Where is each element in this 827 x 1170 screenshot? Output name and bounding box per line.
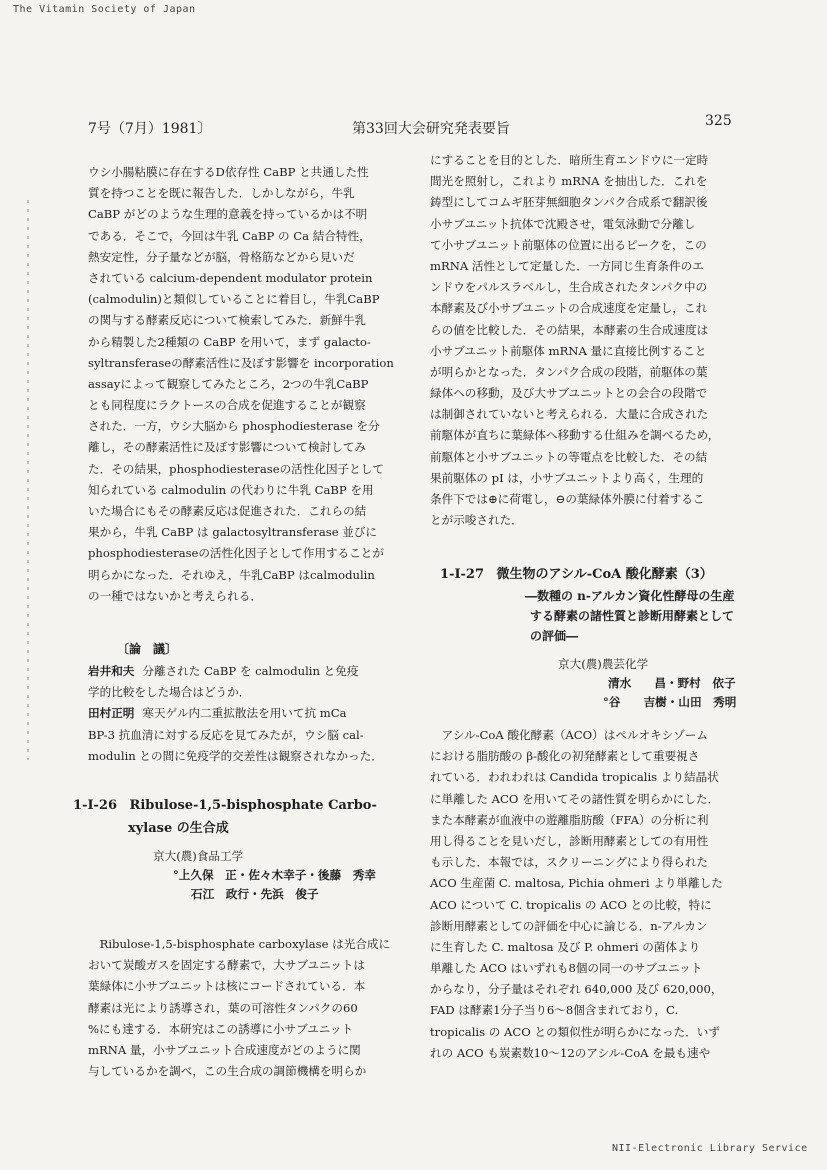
conference-title: 第33回大会研究発表要旨 xyxy=(352,121,510,137)
text-line: 明らかになった．それゆえ，牛乳CaBP はcalmodulin xyxy=(88,567,375,582)
authors-cont: °谷 吉樹・山田 秀明 xyxy=(603,695,737,709)
left-column-text xyxy=(88,162,413,607)
text-line: とも同程度にラクトースの合成を促進することが観察 xyxy=(88,398,366,413)
text-line: に単離した ACO を用いてその諸性質を明らかにした． xyxy=(430,791,720,806)
text-line: は制御されていないと考えられる．大量に合成された xyxy=(430,407,709,422)
text-line: 熱安定性，分子量などが脳，骨格筋などから見いだ xyxy=(88,249,355,264)
abstract-1-26-body xyxy=(88,934,413,1082)
text-line: 小サブユニット抗体で沈殿させ，電気泳動で分離し xyxy=(430,216,696,231)
text-line: である．そこで，今回は牛乳 CaBP の Ca 結合特性， xyxy=(88,228,371,243)
abstract-1-26 xyxy=(73,798,413,902)
right-column xyxy=(430,150,760,531)
text-line: が明らかとなった．タンパク合成の段階，前駆体の葉 xyxy=(430,364,708,379)
authors: 清水 昌・野村 依子 xyxy=(608,676,736,690)
text-line: CaBP がどのような生理的意義を持っているかは不明 xyxy=(88,207,368,222)
abstract-code: 1-Ⅰ-26 xyxy=(73,798,118,813)
text-line: 与しているかを調べ，この生合成の調節機構を明らか xyxy=(88,1064,367,1079)
text-line: Ribulose-1,5-bisphosphate carboxylase は光合成に xyxy=(99,937,391,951)
discussion-text: 学的比較をした場合はどうか． xyxy=(88,685,251,700)
abstract-1-27 xyxy=(440,563,770,710)
discussion-line xyxy=(88,682,413,703)
text-line: からなり，分子量はそれぞれ 640,000 及び 620,000， xyxy=(430,982,723,997)
text-line: 鋳型にしてコムギ胚芽無細胞タンパク合成系で翻訳後 xyxy=(430,195,708,210)
abstract-code: 1-Ⅰ-27 xyxy=(440,567,485,582)
text-line: 知られている calmodulin の代わりに牛乳 CaBP を用 xyxy=(88,482,374,497)
text-line: 本酵素及び小サブユニットの合成速度を定量し，これ xyxy=(430,301,708,316)
abstract-subtitle: ―数種の n-アルカン資化性酵母の生産 xyxy=(525,589,735,603)
text-line: また本酵素が血液中の遊離脂肪酸（FFA）の分析に利 xyxy=(430,812,709,827)
discussion-line xyxy=(88,661,413,682)
discussion-text: 寒天ゲル内二重拡散法を用いて抗 mCa xyxy=(142,706,347,721)
text-line: 間光を照射し，これより mRNA を抽出した．これを xyxy=(430,174,708,189)
affiliation: 京大(農)農芸化学 xyxy=(558,657,649,671)
discussion-text: 分離された CaBP を calmodulin と免疫 xyxy=(142,664,359,678)
left-column xyxy=(88,162,413,607)
text-line: から精製した2種類の CaBP を用いて，まず galacto- xyxy=(88,334,371,349)
text-line: も示した．本報では，スクリーニングにより得られた xyxy=(430,855,709,870)
discussion-line xyxy=(88,725,413,746)
text-line: 質を持つことを既に報告した．しかしながら，牛乳 xyxy=(88,186,355,201)
discussion-text: BP-3 抗血清に対する反応を見てみたが，ウシ脳 cal- xyxy=(88,727,364,742)
text-line: 条件下では⊕に荷電し，⊖の葉緑体外膜に付着するこ xyxy=(430,492,705,506)
text-line: に生育した C. maltosa 及び P. ohmeri の菌体より xyxy=(430,939,701,954)
source-label: The Vitamin Society of Japan xyxy=(13,4,196,15)
discussion-text: modulin との間に免疫学的交差性は観察されなかった． xyxy=(88,748,383,763)
text-line: FAD は酵素1分子当り6～8個含まれており，C. xyxy=(430,1003,679,1018)
text-line: された．一方，ウシ大脳から phosphodiesterase を分 xyxy=(88,419,380,434)
text-line: れている．われわれは Candida tropicalis より結晶状 xyxy=(430,770,719,785)
discussion-heading: 〔論 議〕 xyxy=(117,642,178,656)
text-line: ACO について C. tropicalis の ACO との比較，特に xyxy=(430,897,712,912)
text-line: %にも達する．本研究はこの誘導に小サブユニット xyxy=(88,1021,354,1036)
text-line: mRNA 量，小サブユニット合成速度がどのように関 xyxy=(88,1042,361,1057)
text-line: 前駆体が直ちに葉緑体へ移動する仕組みを調べるため， xyxy=(430,428,720,443)
discussion-speaker: 田村正明 xyxy=(88,706,135,721)
discussion-speaker: 岩井和夫 xyxy=(88,664,135,678)
text-line: 単離した ACO はいずれも8個の同一のサブユニット xyxy=(430,961,703,976)
text-line: ウシ小腸粘膜に存在するD依存性 CaBP と共通した性 xyxy=(88,165,369,179)
journal-issue: 7号（7月）1981〕 xyxy=(88,121,212,137)
discussion-line xyxy=(88,703,413,724)
text-line: 診断用酵素としての評価を中心に論じる．n-アルカン xyxy=(430,918,708,933)
affiliation: 京大(農)食品工学 xyxy=(153,849,244,863)
scan-margin-artifact xyxy=(27,200,29,760)
footer-label: NII-Electronic Library Service xyxy=(612,1143,808,1154)
abstract-title: 微生物のアシル-CoA 酸化酵素（3） xyxy=(496,567,713,582)
abstract-1-27-body xyxy=(430,725,760,1064)
text-line: た．その結果，phosphodiesteraseの活性化因子として xyxy=(88,461,384,476)
text-line: 用し得ることを見いだし，診断用酵素としての有用性 xyxy=(430,833,709,848)
abstract-title-cont: xylase の生合成 xyxy=(128,821,229,836)
text-line: 離し，その酵素活性に及ぼす影響について検討してみ xyxy=(88,440,367,455)
text-line: phosphodiesteraseの活性化因子として作用することが xyxy=(88,546,384,561)
text-line: されている calcium-dependent modulator protein xyxy=(88,270,373,285)
text-line: mRNA 活性として定量した．一方同じ生育条件のエ xyxy=(430,258,704,273)
authors-cont: 石江 政行・先浜 俊子 xyxy=(191,887,319,901)
text-line: れの ACO も炭素数10～12のアシル-CoA を最も速や xyxy=(430,1045,711,1060)
text-line: の一種ではないかと考えられる． xyxy=(88,588,262,603)
text-line: 小サブユニット前駆体 mRNA 量に直接比例すること xyxy=(430,343,707,358)
text-line: らの値を比較した．その結果，本酵素の生合成速度は xyxy=(430,322,709,337)
text-line: 酵素は光により誘導され，葉の可溶性タンパクの60 xyxy=(88,1000,358,1015)
abstract-title: Ribulose-1,5-bisphosphate Carbo- xyxy=(129,798,377,813)
text-line: 果から，牛乳 CaBP は galactosyltransferase 並びに xyxy=(88,525,378,540)
text-line: syltransferaseの酵素活性に及ぼす影響を incorporation xyxy=(88,355,394,370)
text-line: にすることを目的とした．暗所生育エンドウに一定時 xyxy=(430,153,709,167)
abstract-subtitle-3: の評価― xyxy=(530,629,579,643)
text-line: 緑体への移動，及び大サブユニットとの会合の段階で xyxy=(430,386,708,401)
abstract-subtitle-2: する酵素の諸性質と診断用酵素として xyxy=(530,609,735,623)
discussion-line xyxy=(88,746,413,767)
text-line: とが示唆された． xyxy=(430,513,523,528)
page-number: 325 xyxy=(705,113,732,129)
text-line: ンドウをパルスラベルし，生合成されたタンパク中の xyxy=(430,280,708,295)
text-line: ACO 生産菌 C. maltosa, Pichia ohmeri より単離した xyxy=(430,876,723,891)
text-line: いた場合にもその酵素反応は促進された．これらの結 xyxy=(88,504,367,518)
authors: °上久保 正・佐々木幸子・後藤 秀幸 xyxy=(173,868,376,882)
text-line: assayによって観察してみたところ，2つの牛乳CaBP xyxy=(88,376,369,391)
text-line: (calmodulin)と類似していることに着目し，牛乳CaBP xyxy=(88,292,380,307)
right-column-text xyxy=(430,150,760,531)
text-line: の関与する酵素反応について検索してみた．新鮮牛乳 xyxy=(88,313,367,328)
text-line: アシル-CoA 酸化酵素（ACO）はペルオキシゾーム xyxy=(441,728,708,742)
discussion-block xyxy=(88,661,413,767)
text-line: 果前駆体の pI は，小サブユニットより高く，生理的 xyxy=(430,470,704,485)
text-line: て小サブユニット前駆体の位置に出るピークを，この xyxy=(430,237,707,252)
text-line: における脂肪酸の β-酸化の初発酵素として重要視さ xyxy=(430,749,700,764)
text-line: おいて炭酸ガスを固定する酵素で，大サブユニットは xyxy=(88,958,365,973)
text-line: 前駆体と小サブユニットの等電点を比較した．その結 xyxy=(430,449,708,464)
text-line: tropicalis の ACO との類似性が明らかになった．いず xyxy=(430,1024,720,1039)
text-line: 葉緑体に小サブユニットは核にコードされている．本 xyxy=(88,979,366,994)
